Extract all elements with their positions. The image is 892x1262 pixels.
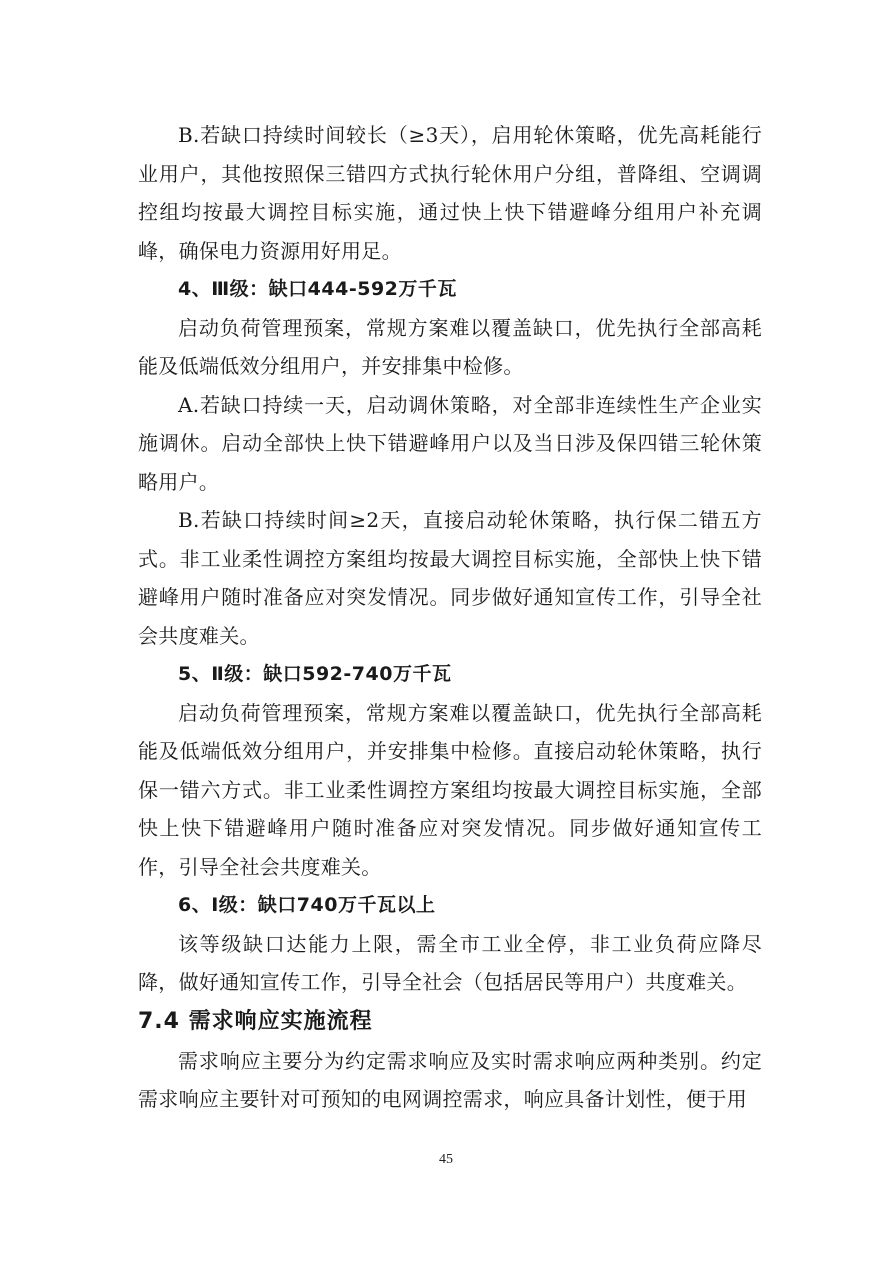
- heading-level-1: 6、Ⅰ级：缺口740万千瓦以上: [178, 894, 436, 916]
- paragraph-level-3-intro: 启动负荷管理预案，常规方案难以覆盖缺口，优先执行全部高耗能及低端低效分组用户，并安排集中检修。: [138, 315, 762, 378]
- paragraph-level-1: 该等级缺口达能力上限，需全市工业全停，非工业负荷应降尽降，做好通知宣传工作，引导全社会（包括居民等用户）共度难关。: [138, 931, 762, 994]
- heading-level-3: 4、Ⅲ级：缺口444-592万千瓦: [178, 278, 457, 300]
- section-title-7-4: 7.4 需求响应实施流程: [138, 1008, 373, 1034]
- heading-level-2: 5、Ⅱ级：缺口592-740万千瓦: [178, 663, 452, 685]
- paragraph-demand-response: 需求响应主要分为约定需求响应及实时需求响应两种类别。约定需求响应主要针对可预知的电网调控需求，响应具备计划性，便于用: [138, 1048, 762, 1111]
- document-body: [138, 116, 762, 1119]
- paragraph-level-3-a: A.若缺口持续一天，启动调休策略，对全部非连续性生产企业实施调休。启动全部快上快下错避峰用户以及当日涉及保四错三轮休策略用户。: [138, 392, 762, 494]
- page-number: 45: [439, 1152, 453, 1167]
- paragraph-level-3-b: B.若缺口持续时间≥2天，直接启动轮休策略，执行保二错五方式。非工业柔性调控方案组均按最大调控目标实施，全部快上快下错避峰用户随时准备应对突发情况。同步做好通知宣传工作，引导全社会共度难关。: [138, 508, 762, 648]
- paragraph-level-2: 启动负荷管理预案，常规方案难以覆盖缺口，优先执行全部高耗能及低端低效分组用户，并安排集中检修。直接启动轮休策略，执行保一错六方式。非工业柔性调控方案组均按最大调控目标实施，全部快上快下错避峰用户随时准备应对突发情况。同步做好通知宣传工作，引导全社会共度难关。: [138, 700, 762, 879]
- paragraph-b-rotation: B.若缺口持续时间较长（≥3天），启用轮休策略，优先高耗能行业用户，其他按照保三错四方式执行轮休用户分组，普降组、空调调控组均按最大调控目标实施，通过快上快下错避峰分组用户补充调峰，确保电力资源用好用足。: [138, 123, 762, 263]
